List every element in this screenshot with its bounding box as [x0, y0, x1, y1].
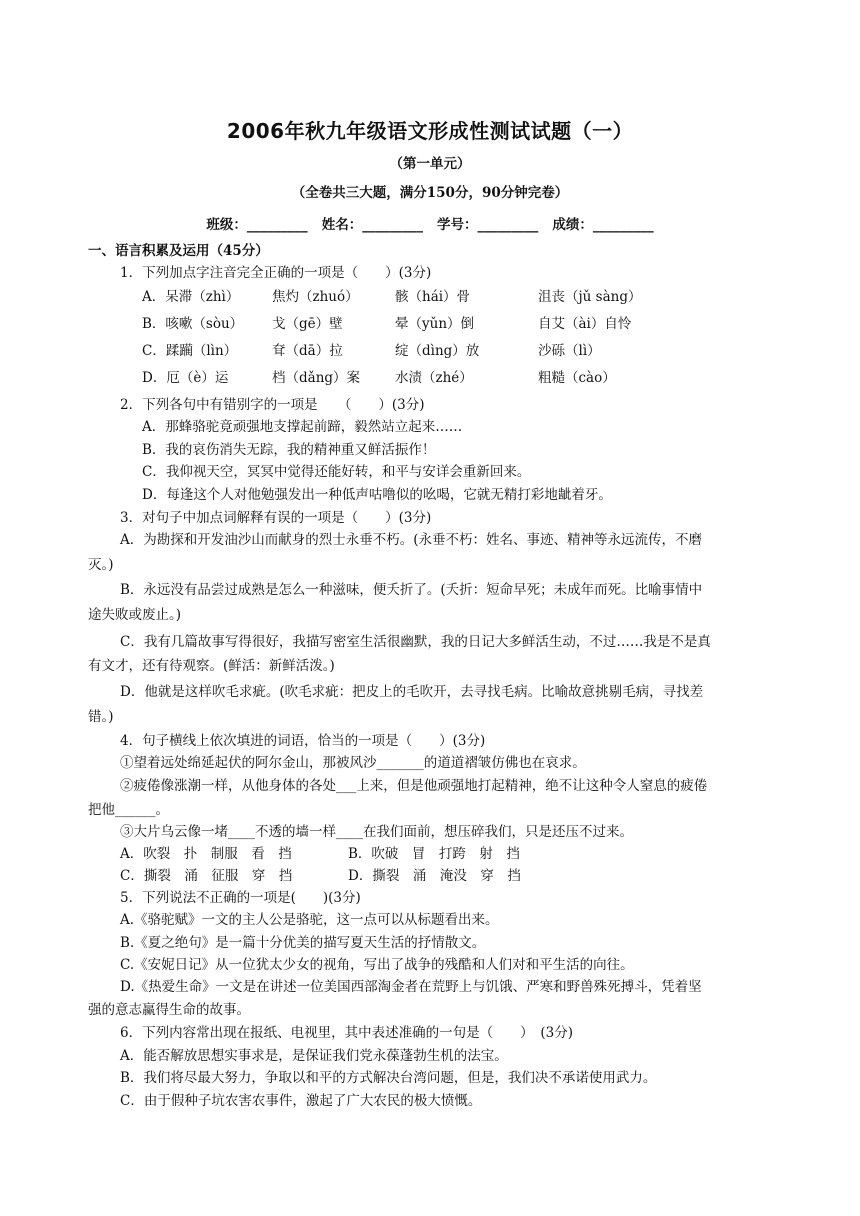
q3-option-d-line1: D．他就是这样吹毛求疵。(吹毛求疵：把皮上的毛吹开，去寻找毛病。比喻故意挑剔毛病，寻找差 [120, 684, 704, 700]
q1-option-c-item1: C．蹂躏（lìn） [142, 343, 238, 359]
q3-option-c-line2: 有文才，还有待观察。(鲜活：新鲜活泼。) [88, 658, 335, 674]
q5-option-d-line2: 强的意志赢得生命的故事。 [88, 1002, 250, 1018]
q1-option-c-item2: 耷（dā）拉 [272, 343, 343, 359]
q2-option-b: B．我的哀伤消失无踪，我的精神重又鲜活振作！ [142, 442, 436, 458]
section-heading: 一、语言积累及运用（45分） [88, 243, 269, 259]
q1-option-c-item3: 绽（dìng）放 [395, 343, 480, 359]
q2-option-c: C．我仰视天空，冥冥中觉得还能好转，和平与安详会重新回来。 [142, 464, 531, 480]
question-3-stem: 3．对句子中加点词解释有误的一项是（ ）(3分) [120, 510, 432, 526]
page-title: 2006年秋九年级语文形成性测试试题（一） [226, 119, 634, 143]
q6-option-c: C．由于假种子坑农害农事件，激起了广大农民的极大愤慨。 [120, 1093, 482, 1109]
q4-sentence-3: ③大片乌云像一堵____不透的墙一样____在我们面前，想压碎我们，只是还压不过来。 [120, 824, 633, 840]
question-2-stem: 2．下列各句中有错别字的一项是 （ ）(3分) [120, 397, 425, 413]
q4-sentence-2-line1: ②疲倦像涨潮一样，从他身体的各处___上来，但是他顽强地打起精神，绝不让这种令人窒息的疲倦 [120, 778, 708, 794]
q1-option-a-item1: A．呆滞（zhì） [142, 289, 240, 305]
q3-option-b-line2: 途失败或废止。) [88, 607, 182, 623]
q5-option-c: C.《安妮日记》从一位犹太少女的视角，写出了战争的残酷和人们对和平生活的向往。 [120, 957, 634, 973]
q2-option-d: D．每逢这个人对他勉强发出一种低声咕噜似的吆喝，它就无精打彩地龇着牙。 [142, 487, 612, 503]
question-6-stem: 6．下列内容常出现在报纸、电视里，其中表述准确的一句是（ ） (3分) [120, 1025, 573, 1041]
q1-option-d-item4: 粗糙（cào） [538, 370, 616, 386]
q1-option-b-item1: B．咳嗽（sòu） [142, 316, 244, 332]
q4-option-a: A．吹裂 扑 制服 看 挡 [120, 846, 292, 862]
q3-option-a-line1: A．为勘探和开发油沙山而献身的烈士永垂不朽。(永垂不朽：姓名、事迹、精神等永远流传，不磨 [120, 532, 703, 548]
q6-option-a: A．能否解放思想实事求是，是保证我们党永葆蓬勃生机的法宝。 [120, 1048, 508, 1064]
question-4-stem: 4．句子横线上依次填进的词语，恰当的一项是（ ）(3分) [120, 733, 486, 749]
q4-sentence-2-line2: 把他______。 [88, 802, 169, 818]
question-1-stem: 1．下列加点字注音完全正确的一项是（ ）(3分) [120, 265, 432, 281]
q2-option-a: A．那蜂骆驼竟顽强地支撑起前蹄，毅然站立起来…… [142, 419, 463, 435]
q3-option-d-line2: 错。) [88, 709, 114, 725]
q4-option-d: D．撕裂 涌 淹没 穿 挡 [348, 868, 521, 884]
q4-option-c: C．撕裂 涌 征服 穿 挡 [120, 868, 293, 884]
question-5-stem: 5．下列说法不正确的一项是( )(3分) [120, 890, 361, 906]
q1-option-c-item4: 沙砾（lì） [538, 343, 601, 359]
q6-option-b: B．我们将尽最大努力，争取以和平的方式解决台湾问题，但是，我们决不承诺使用武力。 [120, 1070, 657, 1086]
unit-subtitle: （第一单元） [389, 156, 471, 172]
q1-option-a-item4: 沮丧（jǔ sàng） [538, 289, 642, 305]
q1-option-d-item3: 水渍（zhé） [395, 370, 473, 386]
q1-option-b-item4: 自艾（ài）自怜 [538, 316, 632, 332]
q1-option-d-item2: 档（dǎng）案 [272, 370, 361, 386]
q1-option-a-item2: 焦灼（zhuó） [272, 289, 359, 305]
q5-option-b: B.《夏之绝句》是一篇十分优美的描写夏天生活的抒情散文。 [120, 935, 486, 951]
q3-option-b-line1: B．永远没有品尝过成熟是怎么一种滋味，便夭折了。(夭折：短命早死；未成年而死。比喻事情中 [120, 582, 703, 598]
q5-option-a: A.《骆驼赋》一文的主人公是骆驼，这一点可以从标题看出来。 [120, 912, 499, 928]
q1-option-d-item1: D．厄（è）运 [142, 370, 229, 386]
q3-option-a-line2: 灭。) [88, 557, 114, 573]
q1-option-b-item2: 戈（gē）壁 [272, 316, 343, 332]
q4-sentence-1: ①望着远处绵延起伏的阿尔金山，那被风沙_______的道道褶皱仿佛也在哀求。 [120, 755, 586, 771]
q4-option-b: B．吹破 冒 打跨 射 挡 [348, 846, 520, 862]
q3-option-c-line1: C．我有几篇故事写得很好，我描写密室生活很幽默，我的日记大多鲜活生动，不过……我是不是真 [120, 634, 711, 650]
exam-note: （全卷共三大题，满分150分，90分钟完卷） [291, 185, 569, 201]
q1-option-b-item3: 晕（yǔn）倒 [395, 316, 475, 332]
q5-option-d-line1: D.《热爱生命》一文是在讲述一位美国西部淘金者在荒野上与饥饿、严寒和野兽殊死搏斗，凭着坚 [120, 979, 702, 995]
student-info-line: 班级：_________ 姓名：_________ 学号：_________ 成绩：_________ [206, 217, 654, 233]
q1-option-a-item3: 骸（hái）骨 [395, 289, 471, 305]
